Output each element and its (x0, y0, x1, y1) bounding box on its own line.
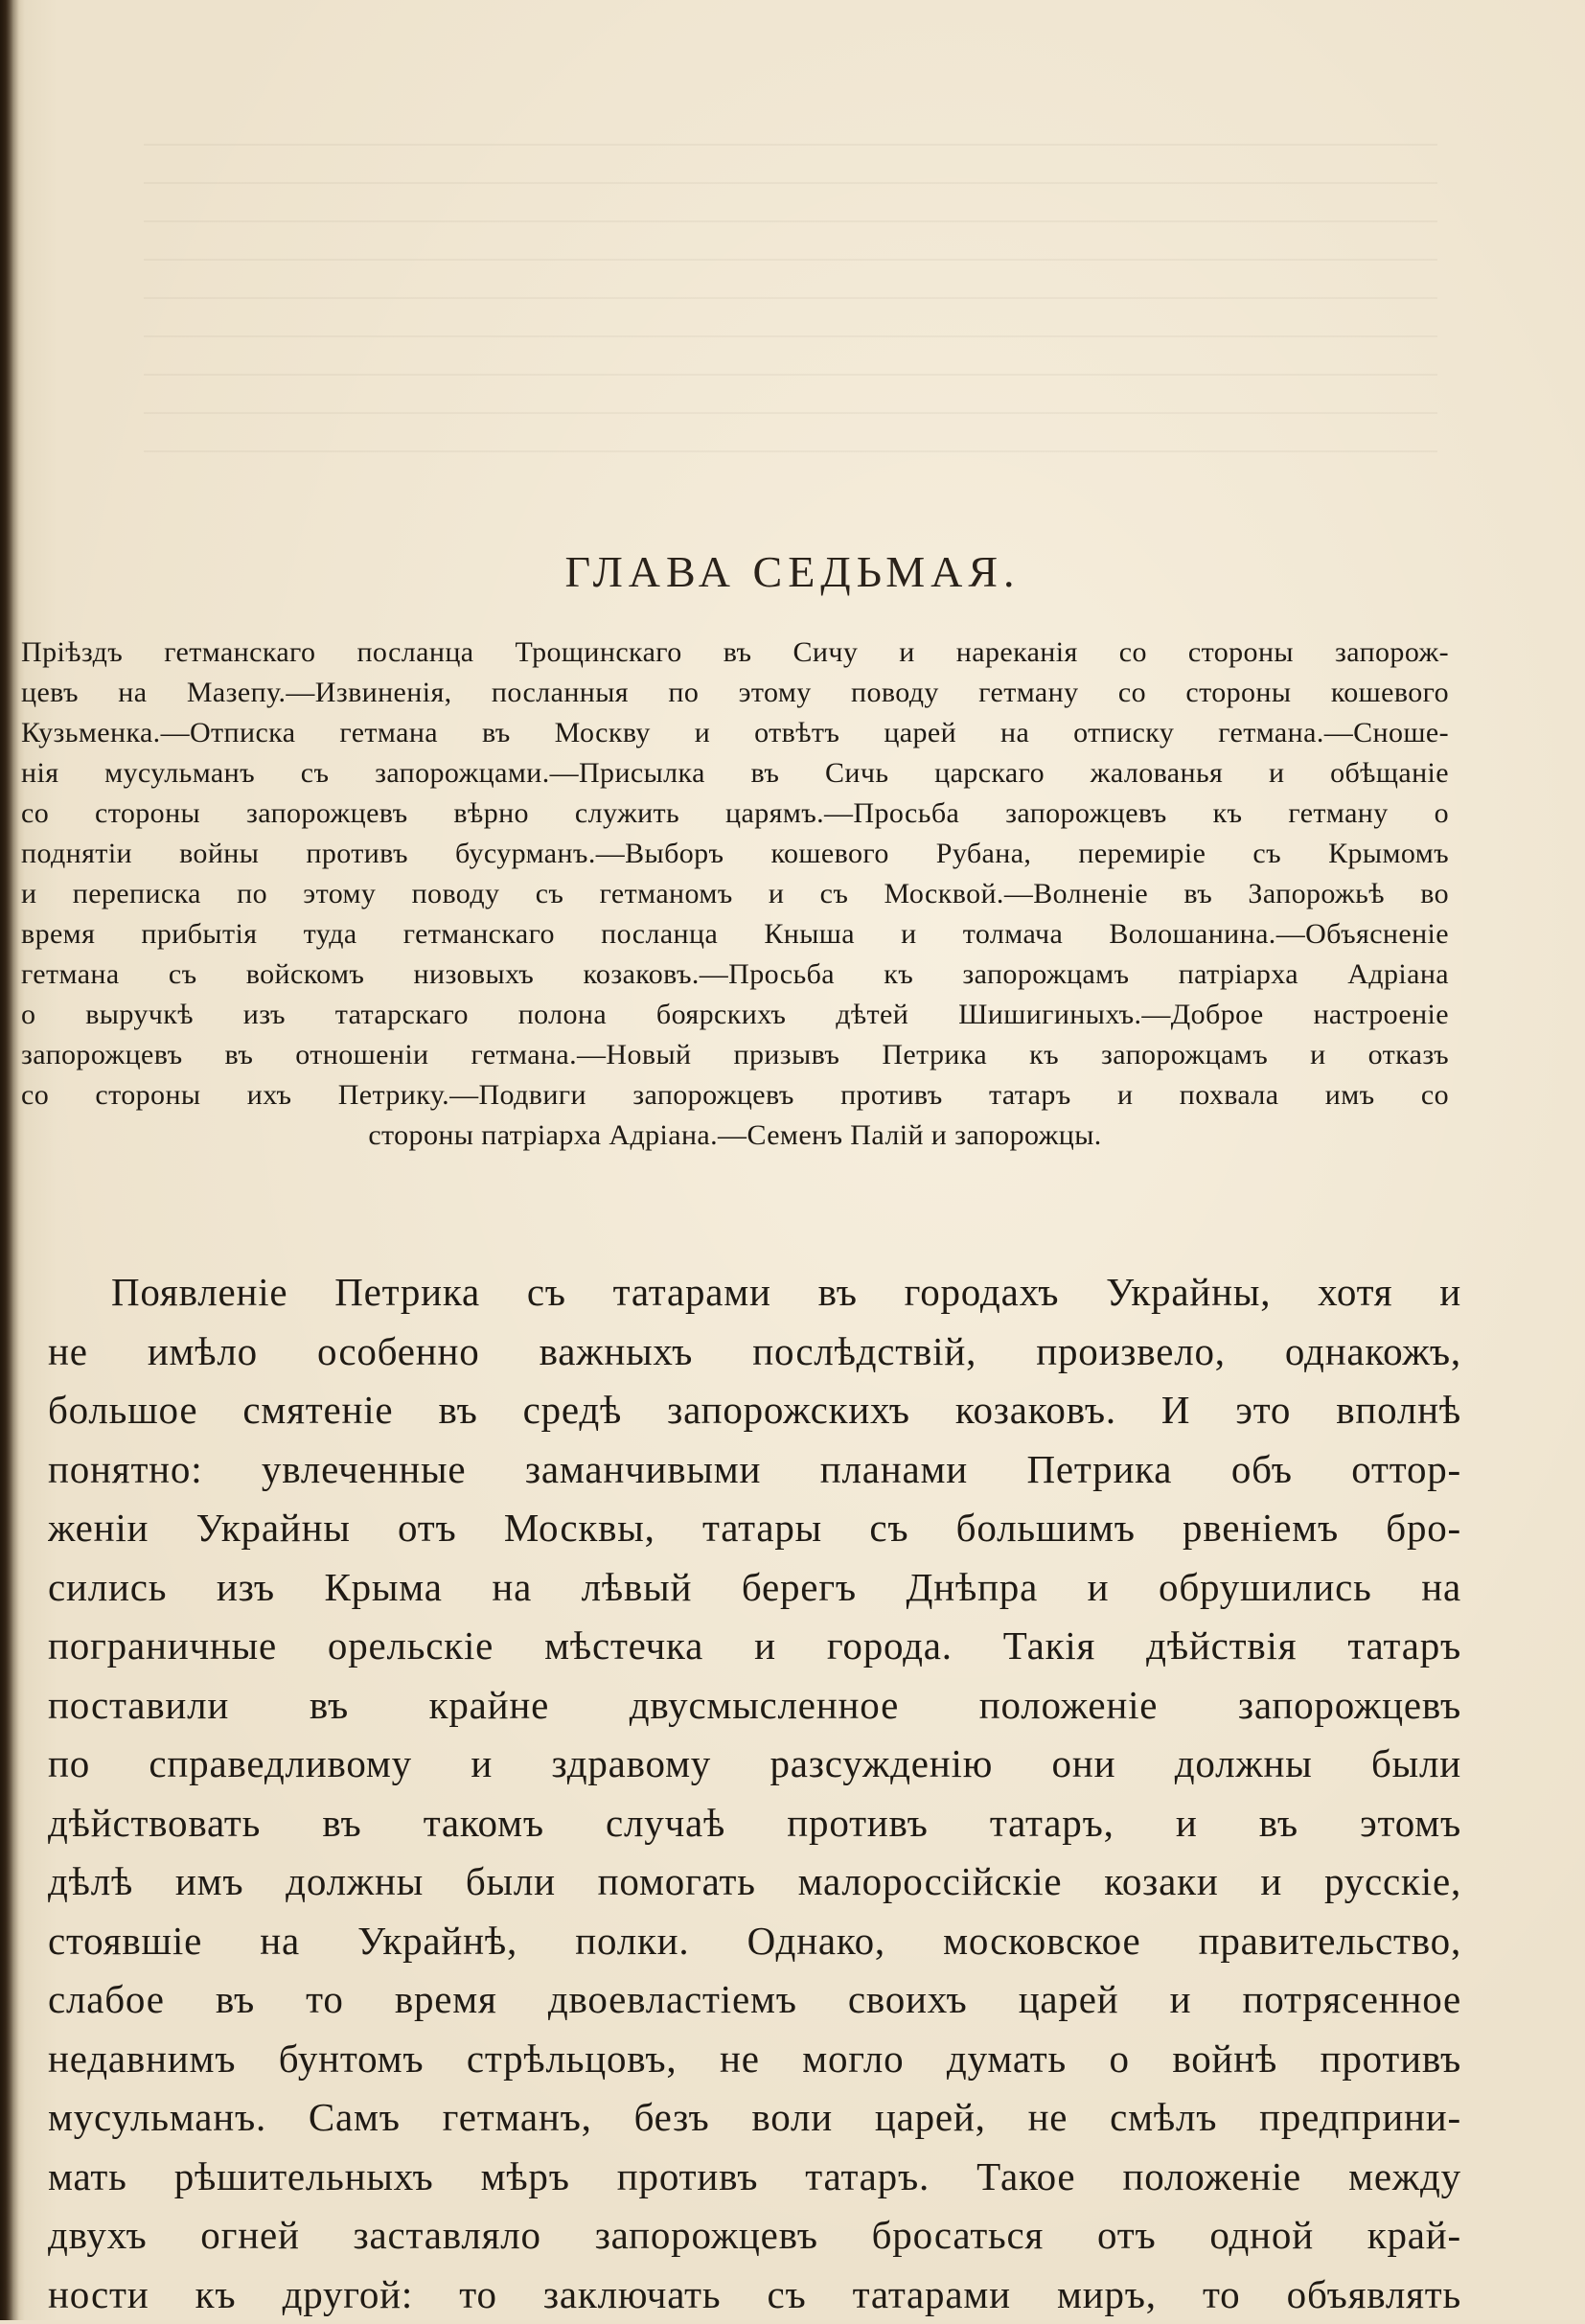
body-line: мусульманъ. Самъ гетманъ, безъ воли царей, не смѣлъ предприни- (48, 2088, 1461, 2148)
synopsis-line: нія мусульманъ съ запорожцами.—Присылка въ Сичь царскаго жалованья и обѣщаніе (21, 753, 1449, 794)
chapter-title: ГЛАВА СЕДЬМАЯ. (0, 546, 1585, 597)
body-line: сились изъ Крыма на лѣвый берегъ Днѣпра и обрушились на (48, 1558, 1461, 1618)
body-line: дѣйствовать въ такомъ случаѣ противъ татаръ, и въ этомъ (48, 1794, 1461, 1853)
body-line: женіи Украйны отъ Москвы, татары съ большимъ рвеніемъ бро- (48, 1499, 1461, 1558)
chapter-synopsis (21, 633, 1449, 1156)
synopsis-line: стороны патріарха Адріана.—Семенъ Палій и запорожцы. (21, 1116, 1449, 1156)
synopsis-line: со стороны запорожцевъ вѣрно служить царямъ.—Просьба запорожцевъ къ гетману о (21, 794, 1449, 834)
body-line: большое смятеніе въ средѣ запорожскихъ козаковъ. И это вполнѣ (48, 1381, 1461, 1440)
synopsis-line: и переписка по этому поводу съ гетманомъ и съ Москвой.—Волненіе въ Запорожьѣ во (21, 874, 1449, 914)
synopsis-line: поднятіи войны противъ бусурманъ.—Выборъ кошевого Рубана, перемиріе съ Крымомъ (21, 834, 1449, 874)
synopsis-line: Кузьменка.—Отписка гетмана въ Москву и отвѣтъ царей на отписку гетмана.—Сноше- (21, 713, 1449, 753)
body-line: поставили въ крайне двусмысленное положеніе запорожцевъ (48, 1676, 1461, 1736)
body-text (48, 1263, 1461, 2324)
body-line: слабое въ то время двоевластіемъ своихъ царей и потрясенное (48, 1970, 1461, 2030)
body-line: понятно: увлеченные заманчивыми планами Петрика объ оттор- (48, 1440, 1461, 1500)
bleed-through-text (144, 144, 1437, 489)
body-line: дѣлѣ имъ должны были помогать малороссійскіе козаки и русскіе, (48, 1852, 1461, 1912)
body-line: Появленіе Петрика съ татарами въ городахъ Украйны, хотя и (48, 1263, 1461, 1323)
synopsis-line: гетмана съ войскомъ низовыхъ козаковъ.—Просьба къ запорожцамъ патріарха Адріана (21, 955, 1449, 995)
body-line: мать рѣшительныхъ мѣръ противъ татаръ. Такое положеніе между (48, 2148, 1461, 2207)
body-line: стоявшіе на Украйнѣ, полки. Однако, московское правительство, (48, 1912, 1461, 1971)
body-line: ности къ другой: то заключать съ татарами миръ, то объявлять (48, 2266, 1461, 2324)
body-line: двухъ огней заставляло запорожцевъ бросаться отъ одной край- (48, 2206, 1461, 2266)
body-line: по справедливому и здравому разсужденію они должны были (48, 1735, 1461, 1794)
synopsis-line: о выручкѣ изъ татарскаго полона боярскихъ дѣтей Шишигиныхъ.—Доброе настроеніе (21, 995, 1449, 1035)
binding-shadow (0, 0, 19, 2320)
synopsis-line: Пріѣздъ гетманскаго посланца Трощинскаго въ Сичу и нареканія со стороны запорож- (21, 633, 1449, 673)
synopsis-line: со стороны ихъ Петрику.—Подвиги запорожцевъ противъ татаръ и похвала имъ со (21, 1075, 1449, 1116)
body-line: пограничные орельскіе мѣстечка и города. Такія дѣйствія татаръ (48, 1617, 1461, 1676)
synopsis-line: время прибытія туда гетманскаго посланца Кныша и толмача Волошанина.—Объясненіе (21, 914, 1449, 955)
synopsis-line: цевъ на Мазепу.—Извиненія, посланныя по этому поводу гетману со стороны кошевого (21, 673, 1449, 713)
synopsis-line: запорожцевъ въ отношеніи гетмана.—Новый призывъ Петрика къ запорожцамъ и отказъ (21, 1035, 1449, 1075)
body-line: недавнимъ бунтомъ стрѣльцовъ, не могло думать о войнѣ противъ (48, 2030, 1461, 2089)
body-line: не имѣло особенно важныхъ послѣдствій, произвело, однакожъ, (48, 1323, 1461, 1382)
